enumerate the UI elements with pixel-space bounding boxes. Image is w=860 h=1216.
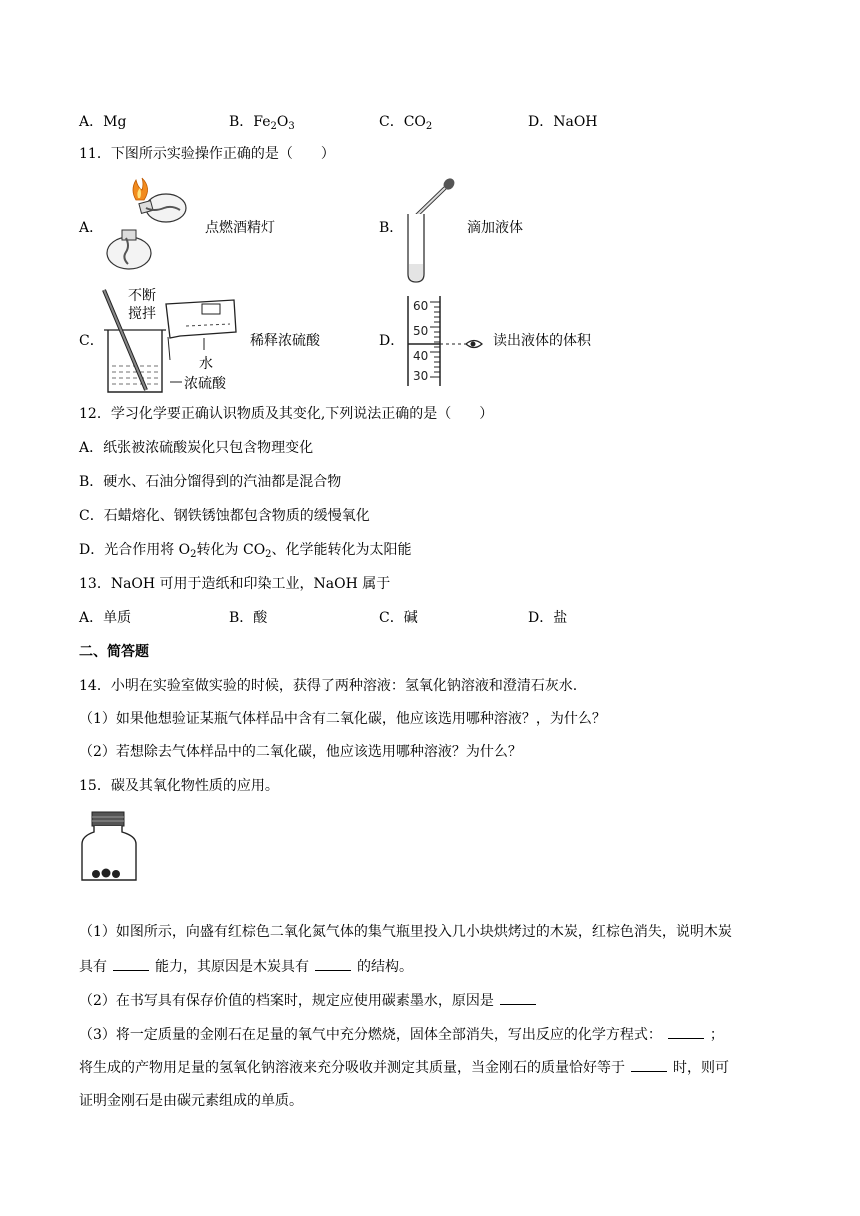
dropper-adding-liquid-image: [400, 176, 460, 284]
q15-part1-line1: （1）如图所示，向盛有红棕色二氧化氮气体的集气瓶里投入几小块烘烤过的木炭，红棕色消失，说明木炭: [79, 924, 732, 940]
tick-label-30: 30: [413, 369, 429, 383]
tick-label-50: 50: [413, 324, 429, 338]
q10-option-a: A．Mg: [79, 114, 127, 130]
q12-option-b: B．硬水、石油分馏得到的汽油都是混合物: [79, 474, 342, 490]
q11-option-a-caption: 点燃酒精灯: [205, 220, 275, 236]
answer-blank-2[interactable]: [315, 956, 351, 971]
q11-option-c-letter: C．: [79, 333, 104, 349]
q11-option-d-letter: D．: [379, 333, 405, 349]
q13-option-b: B．酸: [229, 610, 268, 626]
q15-part3-line1: （3）将一定质量的金刚石在足量的氧气中充分燃烧，固体全部消失，写出反应的化学方程式： ；: [79, 1024, 724, 1045]
q11-option-a-letter: A．: [79, 220, 104, 236]
q11-stem: 11．下图所示实验操作正确的是（ ）: [79, 146, 335, 162]
q15-stem: 15．碳及其氧化物性质的应用。: [79, 778, 279, 794]
tick-label-60: 60: [413, 299, 429, 313]
answer-blank-4[interactable]: [668, 1024, 704, 1039]
q10-option-c: C．$CO_2$: [379, 114, 433, 132]
q15-part2: （2）在书写具有保存价值的档案时，规定应使用碳素墨水，原因是: [79, 990, 542, 1011]
answer-blank-3[interactable]: [500, 990, 536, 1005]
q11-option-c-caption: 稀释浓硫酸: [250, 333, 320, 349]
q12-option-d: D．光合作用将 $O_2$转化为 $CO_2$、化学能转化为太阳能: [79, 542, 412, 560]
dilute-sulfuric-acid-image: [100, 282, 250, 398]
stir-label-line1: 不断: [128, 288, 156, 304]
q13-option-d: D．盐: [528, 610, 568, 626]
acid-label: 浓硫酸: [184, 376, 226, 392]
water-label: 水: [199, 356, 213, 372]
q13-option-a: A．单质: [79, 610, 132, 626]
q14-part2: （2）若想除去气体样品中的二氧化碳，他应该选用哪种溶液？为什么？: [79, 744, 522, 760]
q15-part3-line2: 将生成的产物用足量的氢氧化钠溶液来充分吸收并测定其质量，当金刚石的质量恰好等于 时，则可: [79, 1057, 729, 1078]
q11-option-b-letter: B．: [379, 220, 404, 236]
answer-blank-5[interactable]: [631, 1057, 667, 1072]
q13-stem: 13．NaOH 可用于造纸和印染工业，NaOH 属于: [79, 576, 391, 592]
q10-option-b: B．$Fe_2O_3$: [229, 114, 295, 132]
answer-blank-1[interactable]: [113, 956, 149, 971]
q12-option-c: C．石蜡熔化、钢铁锈蚀都包含物质的缓慢氧化: [79, 508, 370, 524]
q12-option-a: A．纸张被浓硫酸炭化只包含物理变化: [79, 440, 314, 456]
stir-label-line2: 搅拌: [128, 306, 156, 322]
q13-option-c: C．碱: [379, 610, 418, 626]
section-heading: 二、简答题: [79, 644, 149, 660]
q14-part1: （1）如果他想验证某瓶气体样品中含有二氧化碳，他应该选用哪种溶液？，为什么？: [79, 711, 606, 727]
q15-part3-line3: 证明金刚石是由碳元素组成的单质。: [79, 1093, 303, 1109]
tick-label-40: 40: [413, 349, 429, 363]
q10-option-d: D．NaOH: [528, 114, 598, 130]
q11-option-b-caption: 滴加液体: [467, 220, 523, 236]
alcohol-lamp-lighting-image: [104, 178, 204, 278]
q11-option-d-caption: 读出液体的体积: [493, 333, 591, 349]
q15-part1-line2: 具有 能力，其原因是木炭具有 的结构。: [79, 956, 413, 977]
q14-stem: 14．小明在实验室做实验的时候，获得了两种溶液：氢氧化钠溶液和澄清石灰水.: [79, 678, 578, 694]
q12-stem: 12．学习化学要正确认识物质及其变化,下列说法正确的是（ ）: [79, 406, 494, 422]
gas-jar-charcoal-image: [80, 810, 140, 882]
